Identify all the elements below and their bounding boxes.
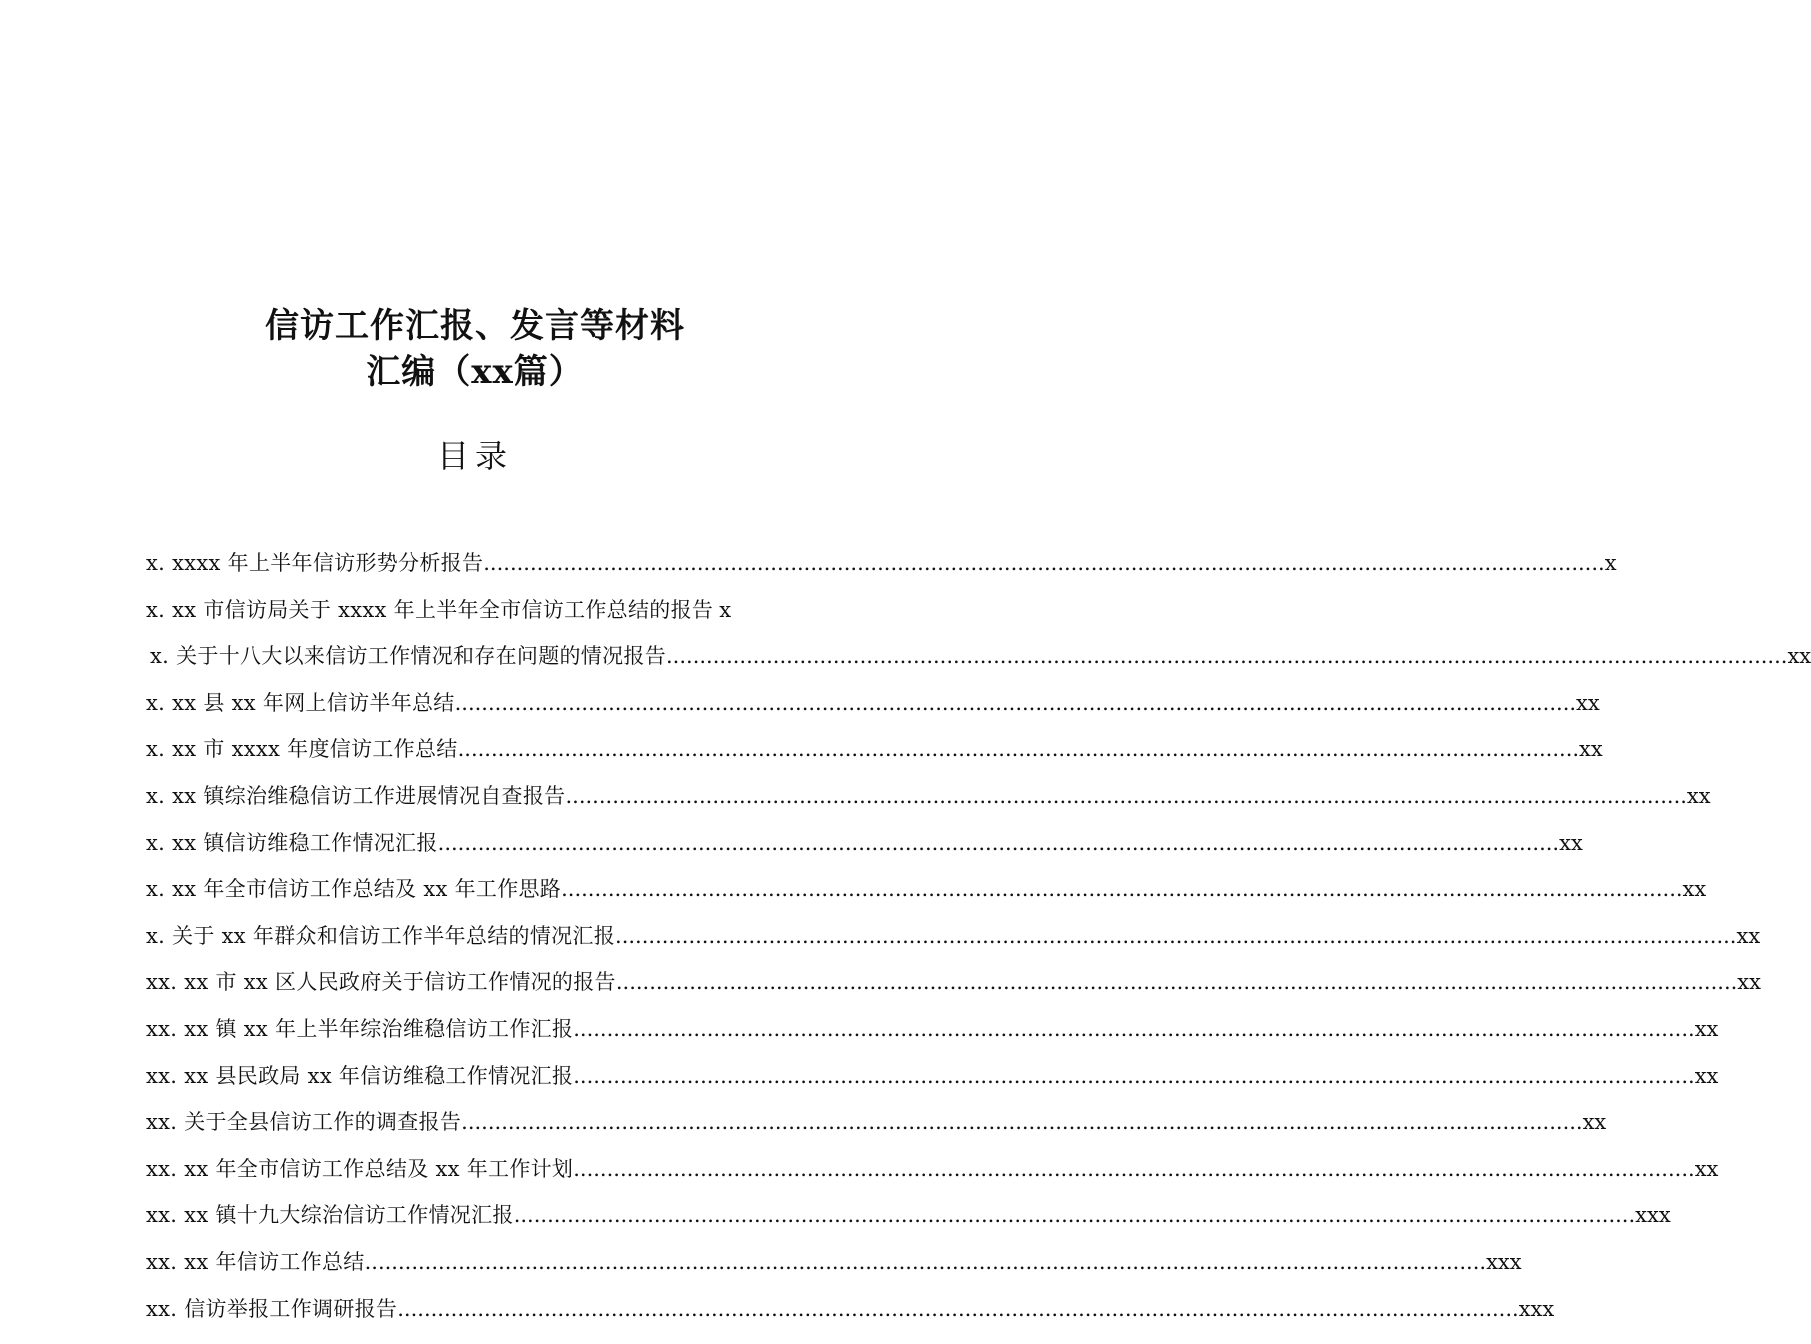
toc-entry[interactable] [146,959,1761,1006]
toc-dot-leader [438,820,1559,867]
toc-entry-page: xxx [1486,1249,1522,1274]
toc-dot-leader [458,726,1579,773]
toc-entry-page: xx [1694,1016,1719,1041]
toc-entry[interactable] [146,913,1761,960]
toc-entry-page: x [1604,551,1617,575]
toc-dot-leader [565,773,1686,820]
toc-dot-leader [514,1192,1635,1239]
toc-dot-leader [615,913,1736,960]
toc-entry[interactable] [146,726,1603,773]
toc-heading: 目录 [436,437,513,475]
toc-dot-leader [455,680,1576,727]
toc-entry-page: xxx [1518,1296,1555,1321]
toc-entry[interactable] [146,773,1711,820]
toc-entry-title: x. xx 县 xx 年网上信访半年总结 [146,690,455,715]
toc-entry-title: x. xxxx 年上半年信访形势分析报告 [146,551,484,575]
document-title-line-2: 汇编（xx篇） [366,352,584,392]
toc-dot-leader [616,959,1737,1006]
toc-entry[interactable] [146,1146,1719,1193]
toc-entry-title: xx. xx 年信访工作总结 [146,1249,365,1274]
toc-entry-title: xx. xx 年全市信访工作总结及 xx 年工作计划 [146,1156,574,1181]
toc-entry[interactable] [146,540,1617,587]
document-title-line-1: 信访工作汇报、发言等材料 [265,306,685,346]
table-of-contents [146,540,1811,1332]
toc-entry[interactable] [146,820,1583,867]
toc-entry-page: xx [1682,877,1707,902]
toc-entry[interactable] [146,1286,1555,1333]
toc-dot-leader [483,540,1604,587]
toc-dot-leader [573,1146,1694,1193]
toc-entry-page: x [719,597,732,622]
toc-entry-title: x. xx 市信访局关于 xxxx 年上半年全市信访工作总结的报告 [146,597,714,622]
toc-entry-page: xx [1582,1110,1607,1135]
toc-entry-page: xx [1559,830,1583,855]
toc-entry-title: xx. xx 县民政局 xx 年信访维稳工作情况汇报 [146,1063,574,1088]
toc-entry[interactable] [146,1006,1719,1053]
toc-dot-leader [461,1099,1582,1146]
toc-entry-title: x. xx 年全市信访工作总结及 xx 年工作思路 [146,877,562,902]
toc-entry-title: x. 关于十八大以来信访工作情况和存在问题的情况报告 [150,644,666,669]
toc-entry[interactable] [146,587,808,634]
toc-entry-title: x. 关于 xx 年群众和信访工作半年总结的情况汇报 [146,923,616,948]
toc-dot-leader [365,1239,1486,1286]
toc-entry[interactable] [146,866,1707,913]
toc-entry-page: xx [1694,1063,1719,1088]
toc-entry-title: x. xx 镇综治维稳信访工作进展情况自查报告 [146,783,566,808]
toc-entry-title: xx. 信访举报工作调研报告 [146,1296,398,1321]
toc-entry[interactable] [146,1053,1719,1100]
toc-entry-title: x. xx 镇信访维稳工作情况汇报 [146,830,438,855]
toc-entry-title: xx. xx 镇 xx 年上半年综治维稳信访工作汇报 [146,1016,574,1041]
toc-entry[interactable] [146,633,1811,680]
toc-entry-title: xx. xx 市 xx 区人民政府关于信访工作情况的报告 [146,970,616,995]
toc-entry[interactable] [146,1099,1607,1146]
toc-entry[interactable] [146,1192,1671,1239]
toc-entry-page: xxx [1635,1203,1671,1228]
toc-entry-title: xx. 关于全县信访工作的调查报告 [146,1110,462,1135]
toc-entry-page: xx [1686,783,1711,808]
toc-entry-page: xx [1736,923,1761,948]
toc-dot-leader [666,633,1787,680]
toc-entry-page: xx [1579,737,1603,762]
toc-entry-page: xx [1737,970,1761,995]
toc-entry-title: xx. xx 镇十九大综治信访工作情况汇报 [146,1203,514,1228]
toc-dot-leader [573,1006,1694,1053]
toc-entry-title: x. xx 市 xxxx 年度信访工作总结 [146,737,458,762]
toc-entry[interactable] [146,680,1600,727]
toc-entry-page: xx [1576,690,1600,715]
toc-entry-page: xx [1694,1156,1719,1181]
toc-entry-page: xx [1787,644,1811,669]
toc-dot-leader [397,1286,1518,1333]
toc-entry[interactable] [146,1239,1522,1286]
toc-dot-leader [573,1053,1694,1100]
toc-dot-leader [561,866,1682,913]
